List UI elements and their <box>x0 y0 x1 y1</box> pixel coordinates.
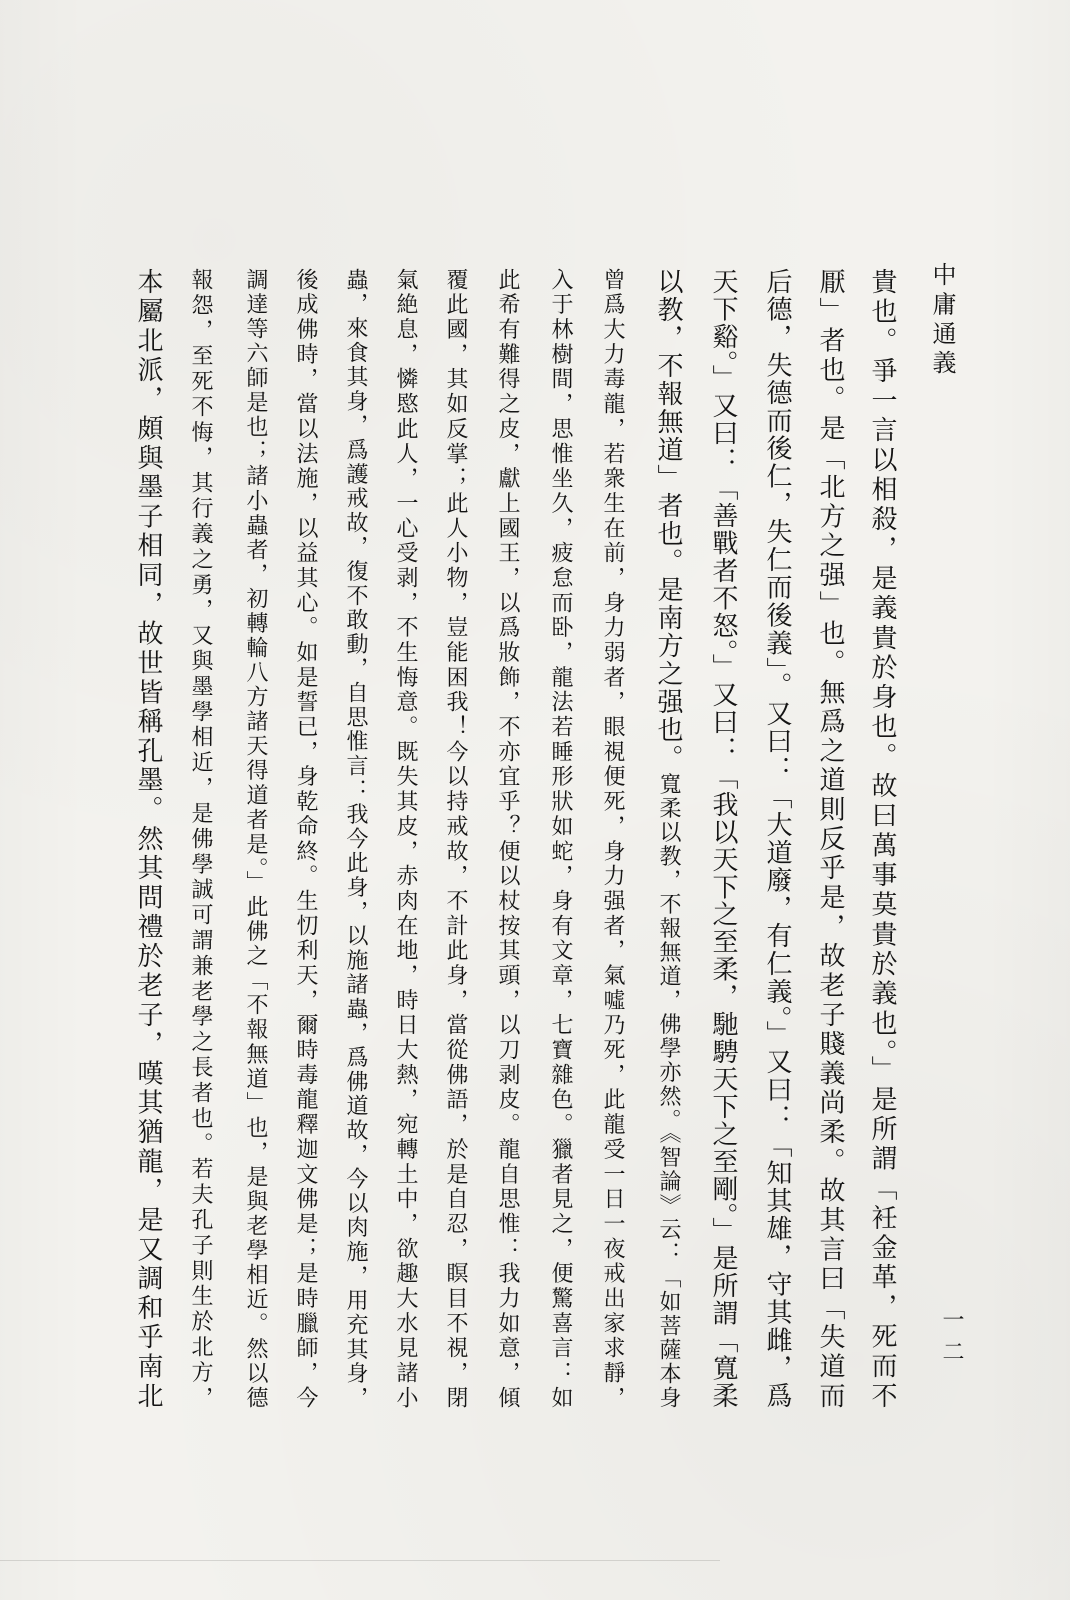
running-head: 中庸通義 <box>928 262 956 374</box>
column-main-text: 報怨，至死不悔，其行義之勇，又與墨學相近，是佛學誠可謂兼老學之長者也。若夫孔子則生於北方， <box>188 268 213 1408</box>
text-column <box>804 268 856 1408</box>
text-column <box>122 268 174 1408</box>
text-column <box>642 268 694 1408</box>
column-main-text: 后德，失德而後仁，失仁而後義」。又曰：「大道廢，有仁義。」又曰：「知其雄，守其雌，爲 <box>762 268 792 1408</box>
text-column <box>481 268 533 1408</box>
column-quotation-text: 蟲，來食其身，爲護戒故，復不敢動，自思惟言：我今此身，以施諸蟲，爲佛道故，今以肉施，用充其身， <box>343 268 368 1408</box>
column-quotation-text: 調達等六師是也；諸小蟲者，初轉輪八方諸天得道者是。」 <box>243 268 268 896</box>
text-column <box>586 268 638 1408</box>
column-quotation-text: 此希有難得之皮，獻上國王，以爲妝飾，不亦宜乎？便以杖按其頭，以刀剥皮。龍自思惟：我力如意，傾 <box>495 268 520 1408</box>
text-column <box>379 268 431 1408</box>
column-quotation-text: 入于林樹間，思惟坐久，疲怠而卧，龍法若睡形狀如蛇，身有文章，七寶雜色。獵者見之，便驚喜言：如 <box>548 268 573 1408</box>
column-quotation-text: 覆此國，其如反掌；此人小物，豈能困我！今以持戒故，不計此身，當從佛語，於是自忍，瞑目不視，閉 <box>443 268 468 1408</box>
column-quotation-text: 曾爲大力毒龍，若衆生在前，身力弱者，眼視便死，身力强者，氣噓乃死，此龍受一日一夜戒出家求靜， <box>600 268 625 1408</box>
text-column <box>429 268 481 1408</box>
page-number: 一二 <box>939 1308 964 1362</box>
column-main-text: 本屬北派，頗與墨子相同，故世皆稱孔墨。然其問禮於老子，嘆其猶龍，是又調和乎南北 <box>133 268 163 1408</box>
text-column <box>697 268 749 1408</box>
text-column <box>174 268 226 1408</box>
text-column <box>751 268 803 1408</box>
column-main-text: 天下谿。」又曰：「善戰者不怒。」又曰：「我以天下之至柔，馳騁天下之至剛。」是所謂「寬柔 <box>708 268 738 1408</box>
column-main-text: 以教，不報無道」者也。是南方之强也。 <box>653 268 683 773</box>
column-main-text: 貴也。爭一言以相殺，是義貴於身也。故曰萬事莫貴於義也。」是所謂「衽金革，死而不 <box>867 268 897 1408</box>
text-column <box>329 268 381 1408</box>
text-column <box>856 268 908 1408</box>
column-quotation-text: 後成佛時，當以法施，以益其心。如是誓已，身乾命終。生忉利天，爾時毒龍釋迦文佛是；是時臘師，今 <box>293 268 318 1408</box>
column-main-text: 厭」者也。是「北方之强」也。無爲之道則反乎是，故老子賤義尚柔。故其言曰「失道而 <box>815 268 845 1408</box>
column-quotation-text: 氣絶息，憐愍此人，一心受剥，不生悔意。既失其皮，赤肉在地，時日大熱，宛轉土中，欲趣大水見諸小 <box>393 268 418 1408</box>
text-column <box>534 268 586 1408</box>
text-column <box>229 268 281 1408</box>
scan-edge-line <box>0 1560 720 1561</box>
column-main-text: 此佛之「不報無道」也，是與老學相近。然以德 <box>243 895 268 1408</box>
column-quotation-text: 寬柔以教，不報無道，佛學亦然。《智論》云：「如菩薩本身 <box>656 772 681 1408</box>
text-column <box>279 268 331 1408</box>
